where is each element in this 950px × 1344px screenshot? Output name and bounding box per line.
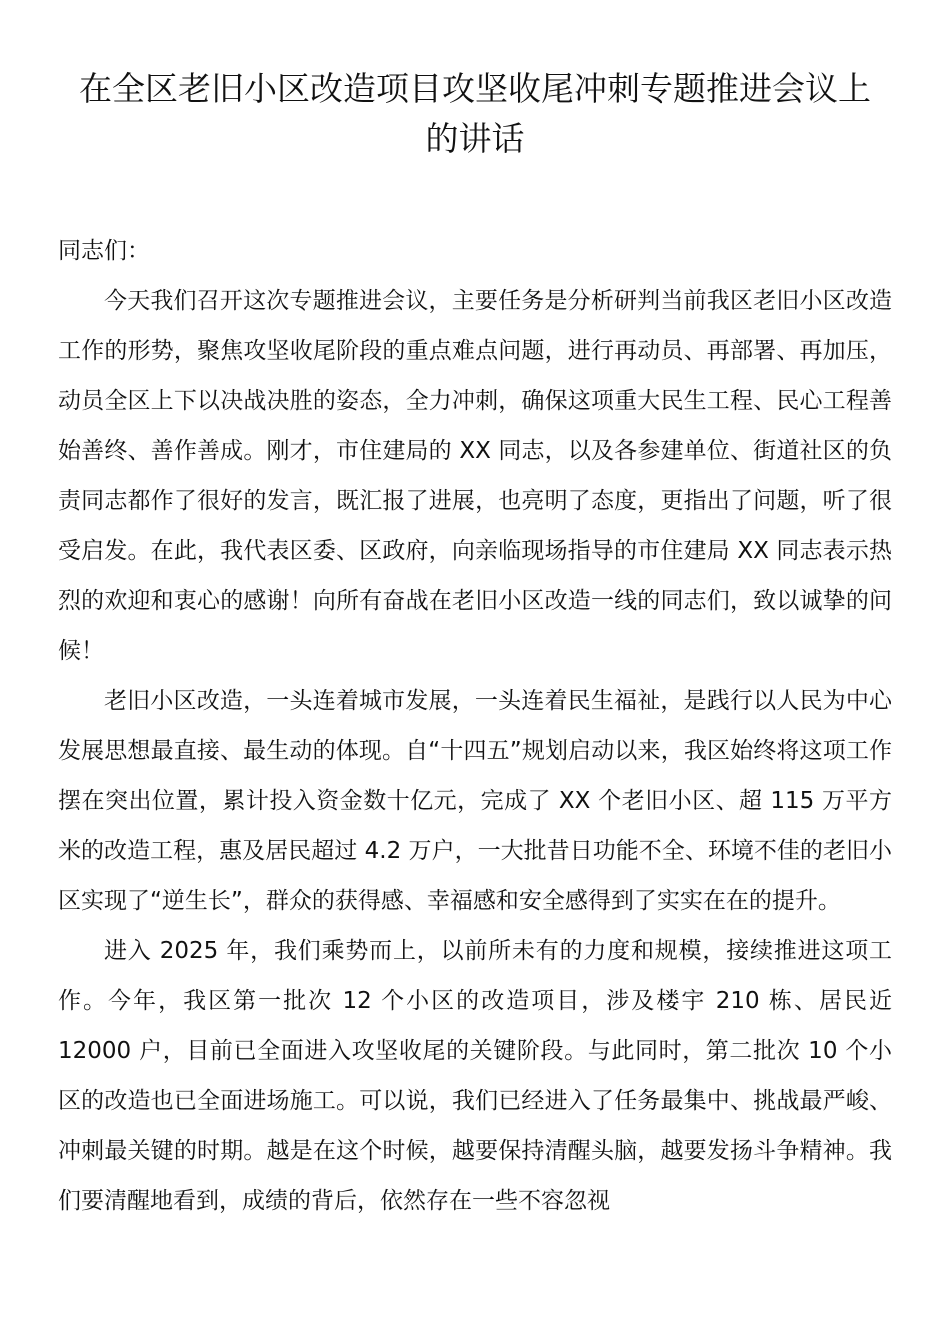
paragraph-3: 进入 2025 年，我们乘势而上，以前所未有的力度和规模，接续推进这项工作。今年，我区第一批次 12 个小区的改造项目，涉及楼宇 210 栋、居民近 12000 户，目前已全面进入攻坚收尾的关键阶段。与此同时，第二批次 10 个小区的改造也已全面进场施工。可以说，我们已经进入了任务最集中、挑战最严峻、冲刺最关键的时期。越是在这个时候，越要保持清醒头脑，越要发扬斗争精神。我们要清醒地看到，成绩的背后，依然存在一些不容忽视 [58, 938, 892, 1214]
document-body [58, 226, 892, 1226]
paragraph-1: 今天我们召开这次专题推进会议，主要任务是分析研判当前我区老旧小区改造工作的形势，聚焦攻坚收尾阶段的重点难点问题，进行再动员、再部署、再加压，动员全区上下以决战决胜的姿态，全力冲刺，确保这项重大民生工程、民心工程善始善终、善作善成。刚才，市住建局的 XX 同志，以及各参建单位、街道社区的负责同志都作了很好的发言，既汇报了进展，也亮明了态度，更指出了问题，听了很受启发。在此，我代表区委、区政府，向亲临现场指导的市住建局 XX 同志表示热烈的欢迎和衷心的感谢！向所有奋战在老旧小区改造一线的同志们，致以诚挚的问候！ [58, 288, 892, 664]
paragraph-2: 老旧小区改造，一头连着城市发展，一头连着民生福祉，是践行以人民为中心发展思想最直接、最生动的体现。自“十四五”规划启动以来，我区始终将这项工作摆在突出位置，累计投入资金数十亿元，完成了 XX 个老旧小区、超 115 万平方米的改造工程，惠及居民超过 4.2 万户，一大批昔日功能不全、环境不佳的老旧小区实现了“逆生长”，群众的获得感、幸福感和安全感得到了实实在在的提升。 [58, 688, 892, 914]
document-title: 在全区老旧小区改造项目攻坚收尾冲刺专题推进会议上的讲话 [79, 69, 871, 158]
salutation: 同志们： [58, 238, 150, 264]
